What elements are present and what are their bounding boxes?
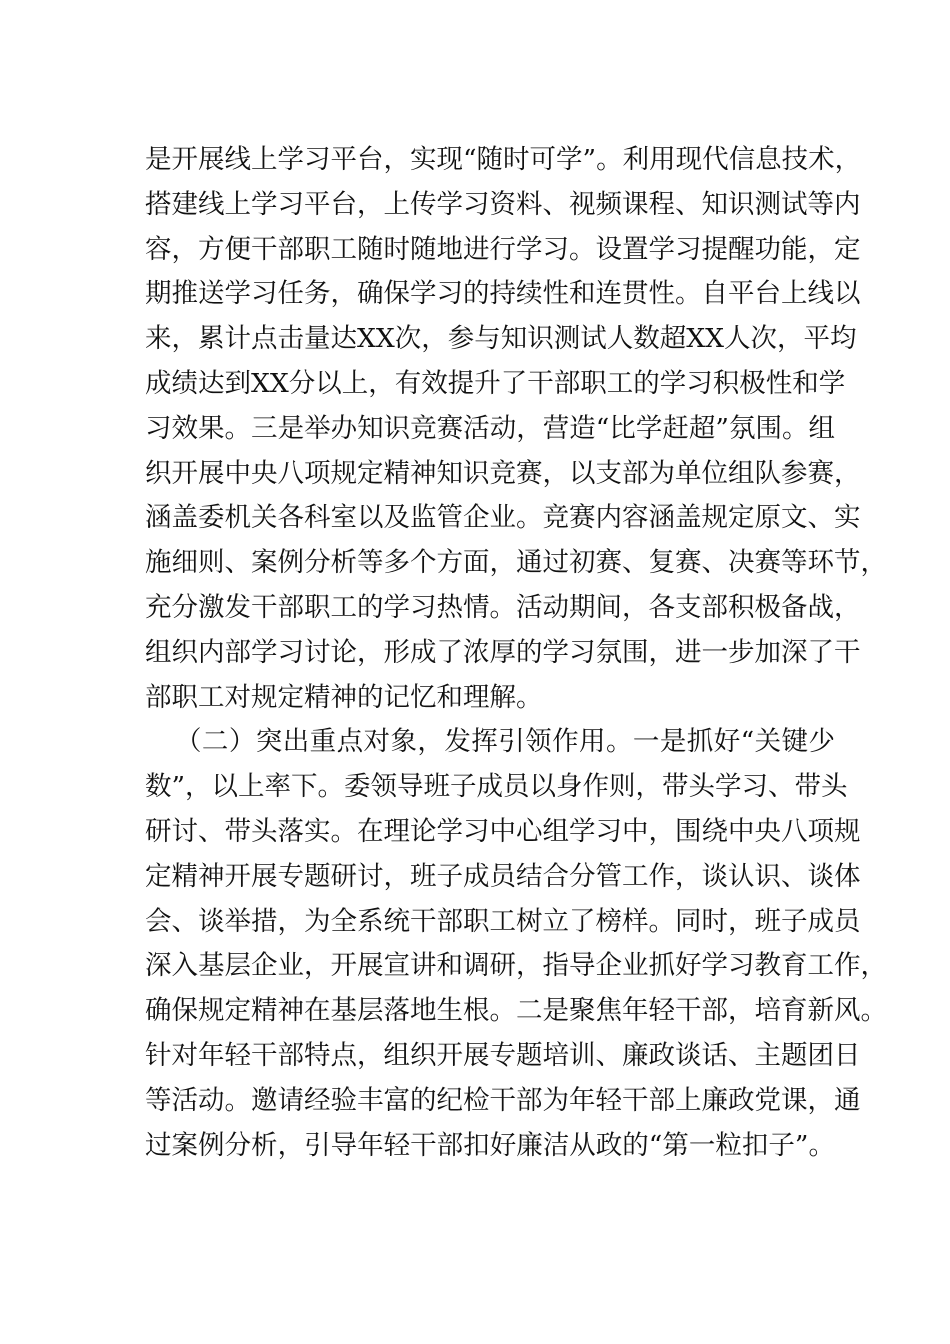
- text-line: 是开展线上学习平台，实现“随时可学”。利用现代信息技术，: [145, 144, 862, 175]
- text-line: 过案例分析，引导年轻干部扣好廉洁从政的“第一粒扣子”。: [145, 1129, 835, 1161]
- body-text: [145, 138, 887, 1168]
- text-line: 定精神开展专题研讨，班子成员结合分管工作，谈认识、谈体: [145, 860, 861, 892]
- text-line: 来，累计点击量达XX次，参与知识测试人数超XX人次，平均: [145, 323, 857, 355]
- text-line: 织开展中央八项规定精神知识竞赛，以支部为单位组队参赛，: [145, 457, 861, 489]
- text-line: 充分激发干部职工的学习热情。活动期间，各支部积极备战，: [145, 591, 861, 623]
- text-line: 成绩达到XX分以上，有效提升了干部职工的学习积极性和学: [145, 367, 846, 399]
- text-line: 施细则、案例分析等多个方面，通过初赛、复赛、决赛等环节，: [145, 547, 887, 579]
- text-line: 确保规定精神在基层落地生根。二是聚焦年轻干部，培育新风。: [145, 995, 887, 1027]
- text-line: 容，方便干部职工随时随地进行学习。设置学习提醒功能，定: [145, 233, 861, 265]
- text-line: 部职工对规定精神的记忆和理解。: [145, 681, 543, 713]
- text-line: 针对年轻干部特点，组织开展专题培训、廉政谈话、主题团日: [145, 1039, 861, 1071]
- text-line: 组织内部学习讨论，形成了浓厚的学习氛围，进一步加深了干: [145, 636, 861, 668]
- text-line: 涵盖委机关各科室以及监管企业。竞赛内容涵盖规定原文、实: [145, 502, 861, 534]
- text-line: 深入基层企业，开展宣讲和调研，指导企业抓好学习教育工作，: [145, 950, 887, 982]
- text-line: 期推送学习任务，确保学习的持续性和连贯性。自平台上线以: [145, 278, 861, 310]
- text-line: 会、谈举措，为全系统干部职工树立了榜样。同时，班子成员: [145, 905, 861, 937]
- text-line: 等活动。邀请经验丰富的纪检干部为年轻干部上廉政党课，通: [145, 1084, 861, 1116]
- text-line: 数”，以上率下。委领导班子成员以身作则，带头学习、带头: [145, 771, 848, 803]
- text-line: 搭建线上学习平台，上传学习资料、视频课程、知识测试等内: [145, 188, 861, 220]
- text-line: 习效果。三是举办知识竞赛活动，营造“比学赶超”氛围。组: [145, 412, 835, 444]
- section-heading-line: （二）突出重点对象，发挥引领作用。一是抓好“关键少: [175, 726, 835, 758]
- text-line: 研讨、带头落实。在理论学习中心组学习中，围绕中央八项规: [145, 815, 861, 847]
